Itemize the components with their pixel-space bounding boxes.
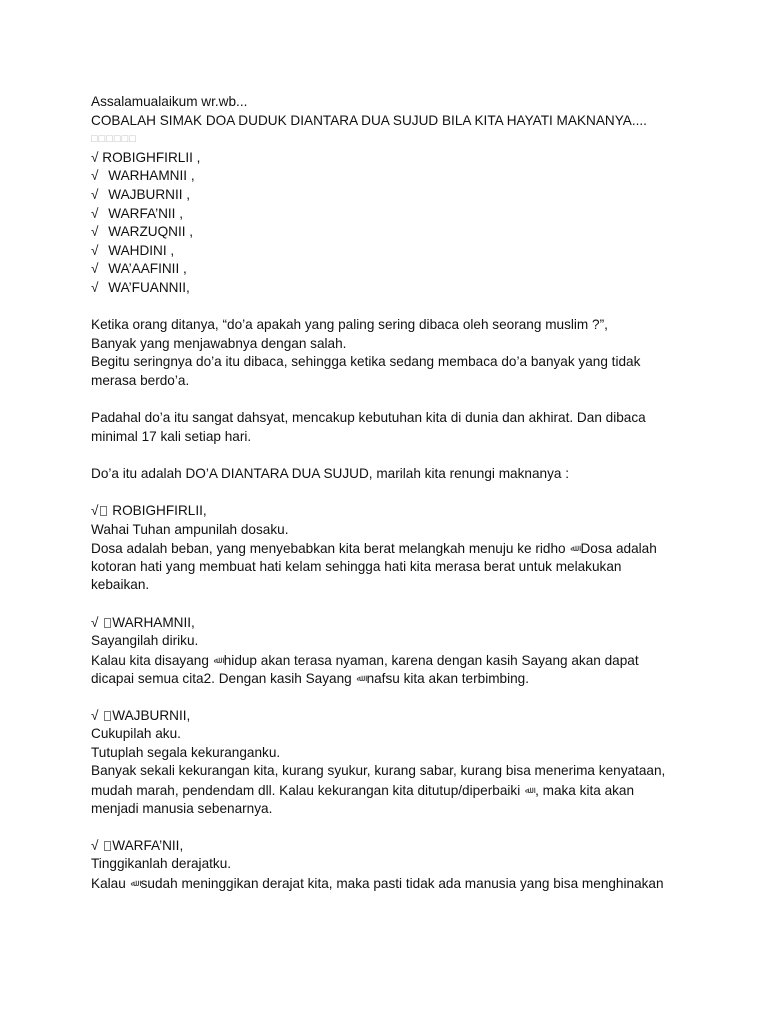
doa-list-item: √ ROBIGHFIRLII ,	[91, 149, 691, 168]
paragraph-line: merasa berdo’a.	[91, 372, 190, 388]
allah-glyph-icon: ﷲ	[213, 654, 219, 665]
section-line: Wahai Tuhan ampunilah dosaku.	[91, 521, 289, 537]
allah-glyph-icon: ﷲ	[356, 673, 362, 684]
section-heading: √ WARHAMNII,	[91, 614, 691, 633]
check-mark-icon: √	[91, 149, 99, 165]
missing-glyph-icon	[100, 506, 107, 516]
section-line: Sayangilah diriku.	[91, 633, 199, 649]
allah-glyph-icon: ﷲ	[570, 543, 576, 554]
section-heading: √ ROBIGHFIRLII,	[91, 502, 691, 521]
check-mark-icon: √	[91, 205, 99, 221]
section-line: mudah marah, pendendam dll. Kalau kekurangan kita ditutup/diperbaiki ﷲ , maka kita akan	[91, 782, 635, 798]
doa-list-item: √ WA’FUANNII,	[91, 279, 691, 298]
doa-list-item: √ WAJBURNII ,	[91, 186, 691, 205]
section-line: menjadi manusia sebenarnya.	[91, 800, 273, 816]
section-line: Banyak sekali kekurangan kita, kurang syukur, kurang sabar, kurang bisa menerima kenyataan,	[91, 763, 666, 779]
section-line: Tinggikanlah derajatku.	[91, 856, 232, 872]
greeting: Assalamualaikum wr.wb...	[91, 94, 248, 109]
section-heading: √ WARFA’NII,	[91, 837, 691, 856]
section-line: Kalau ﷲ sudah meninggikan derajat kita, maka pasti tidak ada manusia yang bisa menghinakan	[91, 875, 664, 891]
missing-glyph-icon	[104, 841, 111, 851]
doa-list-item: √ WARZUQNII ,	[91, 223, 691, 242]
section-line: kebaikan.	[91, 577, 150, 593]
paragraph-line: Banyak yang menjawabnya dengan salah.	[91, 335, 347, 351]
check-mark-icon: √	[91, 503, 99, 519]
check-mark-icon: √	[91, 614, 99, 630]
allah-glyph-icon: ﷲ	[130, 877, 136, 888]
paragraph-line: Do’a itu adalah DO’A DIANTARA DUA SUJUD, marilah kita renungi maknanya :	[91, 465, 569, 481]
section-line: dicapai semua cita2. Dengan kasih Sayang ﷲ nafsu kita akan terbimbing.	[91, 671, 530, 687]
section-heading: √ WAJBURNII,	[91, 707, 691, 726]
check-mark-icon: √	[91, 261, 99, 277]
section-line: kotoran hati yang membuat hati kelam sehingga hati kita merasa berat untuk melakukan	[91, 558, 622, 574]
doa-list-item: √ WAHDINI ,	[91, 242, 691, 261]
missing-glyph-icon	[104, 618, 111, 628]
allah-glyph-icon: ﷲ	[525, 784, 531, 795]
check-mark-icon: √	[91, 186, 99, 202]
missing-glyph-icon	[104, 711, 111, 721]
paragraph-line: Padahal do’a itu sangat dahsyat, mencakup kebutuhan kita di dunia dan akhirat. Dan dibaca	[91, 410, 646, 426]
paragraph-line: Ketika orang ditanya, “do’a apakah yang paling sering dibaca oleh seorang muslim ?”,	[91, 317, 608, 333]
section-line: Kalau kita disayang ﷲ hidup akan terasa nyaman, karena dengan kasih Sayang akan dapat	[91, 652, 639, 668]
paragraph-line: minimal 17 kali setiap hari.	[91, 428, 252, 444]
check-mark-icon: √	[91, 279, 99, 295]
placeholder-boxes: □□□□□□	[91, 133, 137, 146]
check-mark-icon: √	[91, 707, 99, 723]
document-body	[91, 93, 691, 893]
doa-list-item: √ WARHAMNII ,	[91, 167, 691, 186]
check-mark-icon: √	[91, 837, 99, 853]
check-mark-icon: √	[91, 168, 99, 184]
section-line: Tutuplah segala kekuranganku.	[91, 744, 281, 760]
paragraph-line: Begitu seringnya do’a itu dibaca, sehingga ketika sedang membaca do’a banyak yang tidak	[91, 354, 641, 370]
check-mark-icon: √	[91, 224, 99, 240]
check-mark-icon: √	[91, 242, 99, 258]
section-line: Dosa adalah beban, yang menyebabkan kita berat melangkah menuju ke ridho ﷲ Dosa adalah	[91, 541, 657, 557]
intro-heading: COBALAH SIMAK DOA DUDUK DIANTARA DUA SUJUD BILA KITA HAYATI MAKNANYA....	[91, 112, 647, 128]
section-line: Cukupilah aku.	[91, 726, 181, 742]
doa-list-item: √ WARFA’NII ,	[91, 205, 691, 224]
doa-list-item: √ WA’AAFINII ,	[91, 260, 691, 279]
